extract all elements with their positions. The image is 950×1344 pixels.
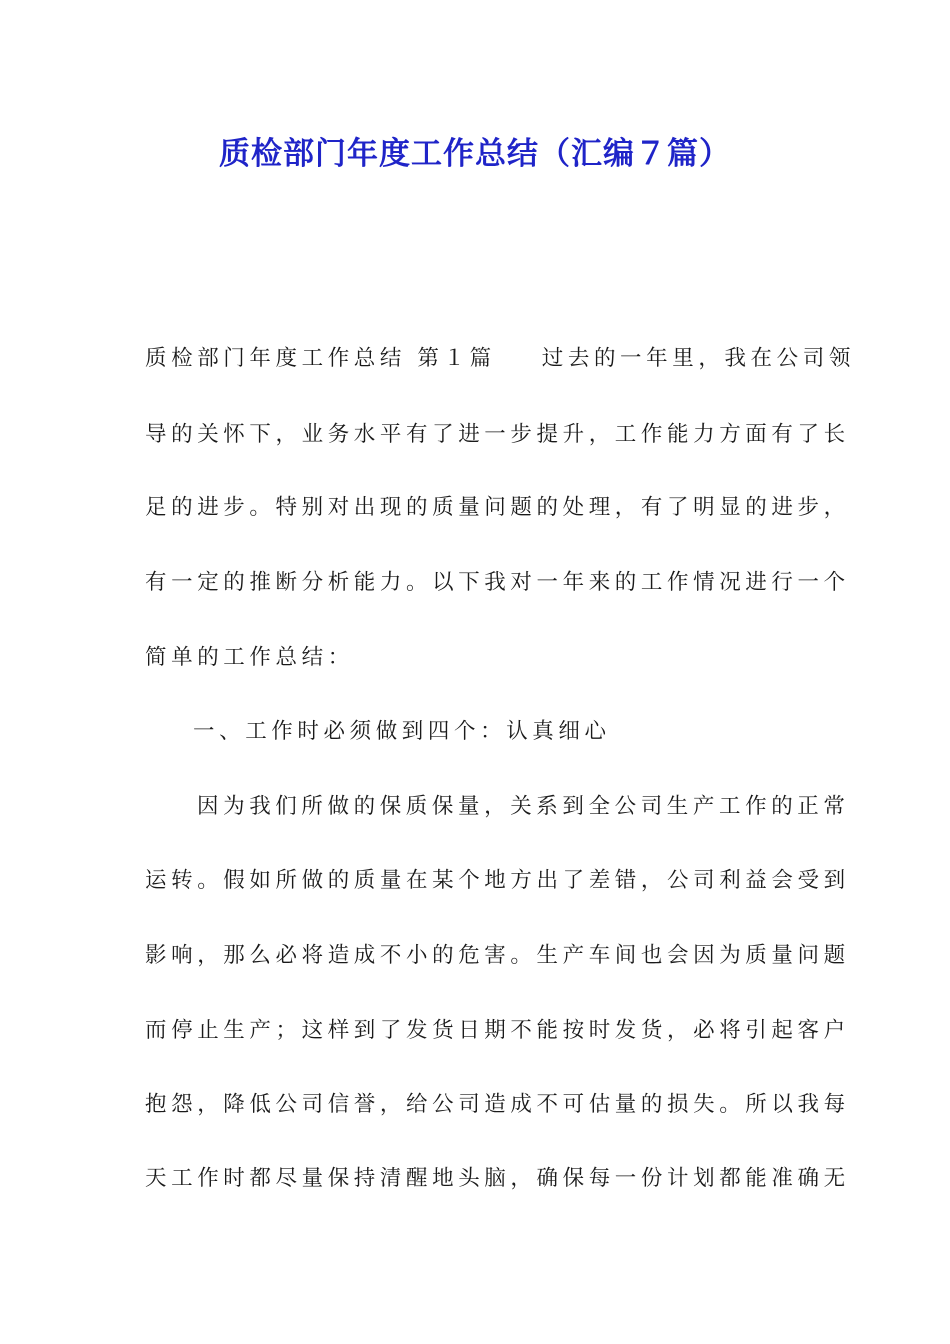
body-line-3: 足的进步。特别对出现的质量问题的处理，有了明显的进步， [145, 495, 850, 520]
section-heading: 质检部门年度工作总结 第１篇 [145, 346, 496, 371]
body-line-10: 而停止生产；这样到了发货日期不能按时发货，必将引起客户 [145, 1018, 850, 1043]
body-line-8: 运转。假如所做的质量在某个地方出了差错，公司利益会受到 [145, 868, 850, 893]
body-line-1 [145, 348, 855, 370]
body-line-12: 天工作时都尽量保持清醒地头脑，确保每一份计划都能准确无 [145, 1166, 850, 1191]
body-line-7: 因为我们所做的保质保量，关系到全公司生产工作的正常 [197, 794, 850, 819]
body-line-2: 导的关怀下，业务水平有了进一步提升，工作能力方面有了长 [145, 422, 850, 447]
body-line-9: 影响，那么必将造成不小的危害。生产车间也会因为质量问题 [145, 943, 850, 968]
document-title: 质检部门年度工作总结（汇编７篇） [219, 136, 731, 172]
body-line-4: 有一定的推断分析能力。以下我对一年来的工作情况进行一个 [145, 570, 850, 595]
body-line-11: 抱怨，降低公司信誉，给公司造成不可估量的损失。所以我每 [145, 1092, 850, 1117]
body-line-5: 简单的工作总结： [145, 645, 354, 670]
subheading: 一、工作时必须做到四个：认真细心 [193, 719, 611, 744]
body-text: 过去的一年里，我在公司领 [541, 346, 855, 371]
